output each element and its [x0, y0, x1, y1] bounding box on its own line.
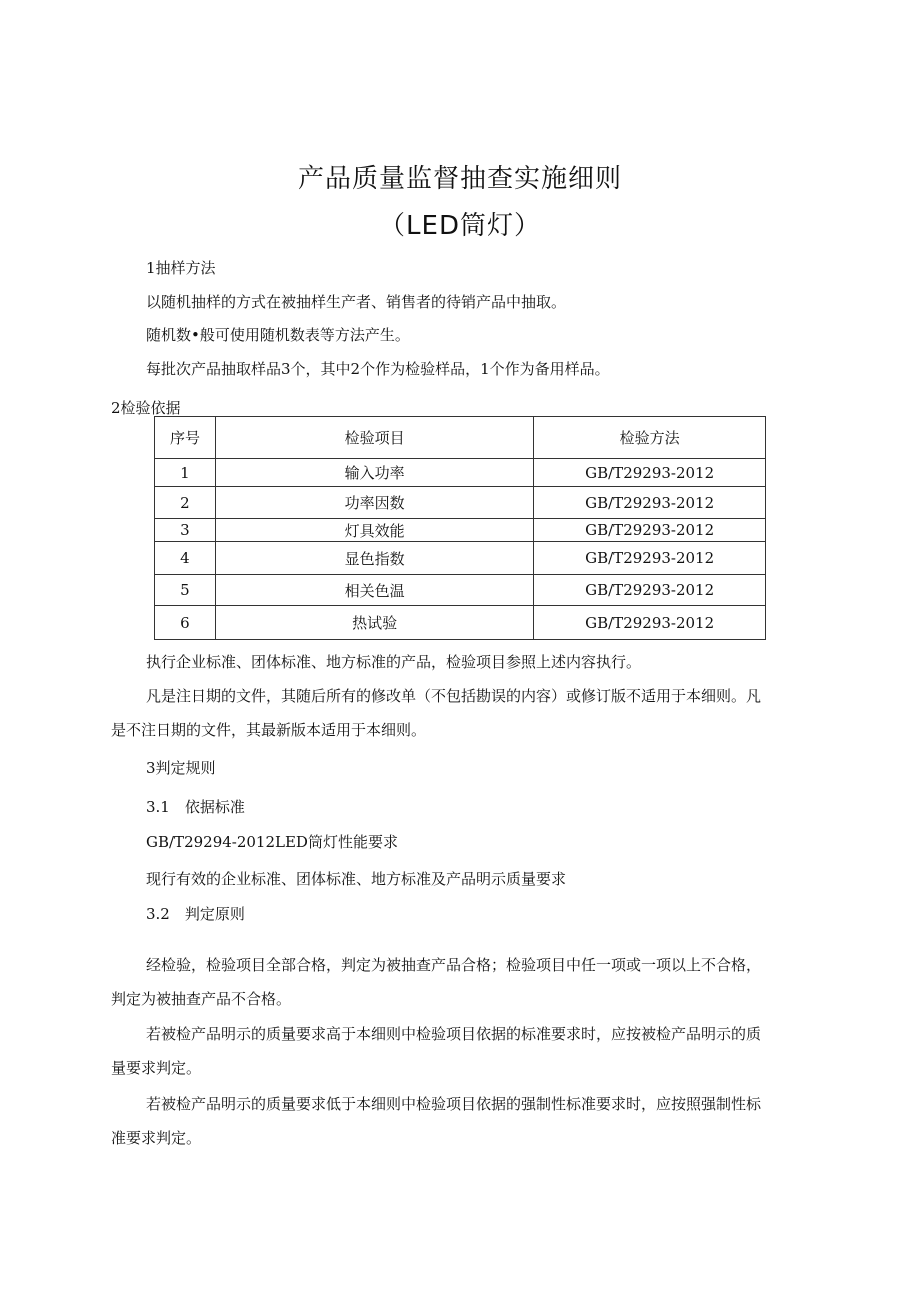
section-2-paragraph: 执行企业标准、团体标准、地方标准的产品，检验项目参照上述内容执行。 [146, 653, 642, 671]
section-3-2-heading: 3.2 判定原则 [146, 905, 245, 923]
table-row [155, 542, 766, 575]
cell-index: 6 [155, 606, 216, 640]
judgment-paragraph: 经检验，检验项目全部合格，判定为被抽查产品合格；检验项目中任一项或一项以上不合格，判定为被抽查产品不合格。 [111, 956, 762, 1008]
section-1-paragraph: 每批次产品抽取样品3个，其中2个作为检验样品，1个作为备用样品。 [146, 360, 610, 378]
table-header-row [155, 417, 766, 459]
column-header-item: 检验项目 [215, 417, 533, 459]
cell-index: 2 [155, 487, 216, 519]
section-1-paragraph: 以随机抽样的方式在被抽样生产者、销售者的待销产品中抽取。 [146, 293, 567, 311]
section-3-1-heading: 3.1 依据标准 [146, 798, 245, 816]
cell-index: 1 [155, 459, 216, 487]
cell-item: 功率因数 [215, 487, 533, 519]
cell-method: GB/T29293-2012 [534, 575, 766, 606]
cell-item: 输入功率 [215, 459, 533, 487]
standard-item: GB/T29294-2012LED筒灯性能要求 [146, 833, 398, 851]
cell-method: GB/T29293-2012 [534, 606, 766, 640]
section-2-paragraph: 凡是注日期的文件，其随后所有的修改单（不包括勘误的内容）或修订版不适用于本细则。凡是不注日期的文件，其最新版本适用于本细则。 [111, 687, 762, 739]
judgment-paragraph: 若被检产品明示的质量要求高于本细则中检验项目依据的标准要求时，应按被检产品明示的质量要求判定。 [111, 1025, 762, 1077]
document-subtitle: （LED筒灯） [379, 211, 541, 241]
table-row [155, 575, 766, 606]
table-row [155, 519, 766, 542]
cell-method: GB/T29293-2012 [534, 542, 766, 575]
cell-item: 相关色温 [215, 575, 533, 606]
cell-index: 5 [155, 575, 216, 606]
table-row [155, 606, 766, 640]
cell-item: 灯具效能 [215, 519, 533, 542]
table-row [155, 487, 766, 519]
document-title: 产品质量监督抽查实施细则 [297, 164, 622, 194]
cell-item: 显色指数 [215, 542, 533, 575]
cell-method: GB/T29293-2012 [534, 519, 766, 542]
cell-index: 3 [155, 519, 216, 542]
standard-item: 现行有效的企业标准、团体标准、地方标准及产品明示质量要求 [146, 870, 567, 888]
section-2-heading: 2检验依据 [111, 399, 181, 417]
cell-item: 热试验 [215, 606, 533, 640]
table-row [155, 459, 766, 487]
cell-index: 4 [155, 542, 216, 575]
column-header-index: 序号 [155, 417, 216, 459]
cell-method: GB/T29293-2012 [534, 487, 766, 519]
section-1-paragraph: 随机数•般可使用随机数表等方法产生。 [146, 326, 410, 344]
inspection-table [154, 416, 766, 640]
judgment-paragraph: 若被检产品明示的质量要求低于本细则中检验项目依据的强制性标准要求时，应按照强制性标准要求判定。 [111, 1095, 762, 1147]
cell-method: GB/T29293-2012 [534, 459, 766, 487]
section-1-heading: 1抽样方法 [146, 259, 216, 277]
section-3-heading: 3判定规则 [146, 759, 216, 777]
column-header-method: 检验方法 [534, 417, 766, 459]
